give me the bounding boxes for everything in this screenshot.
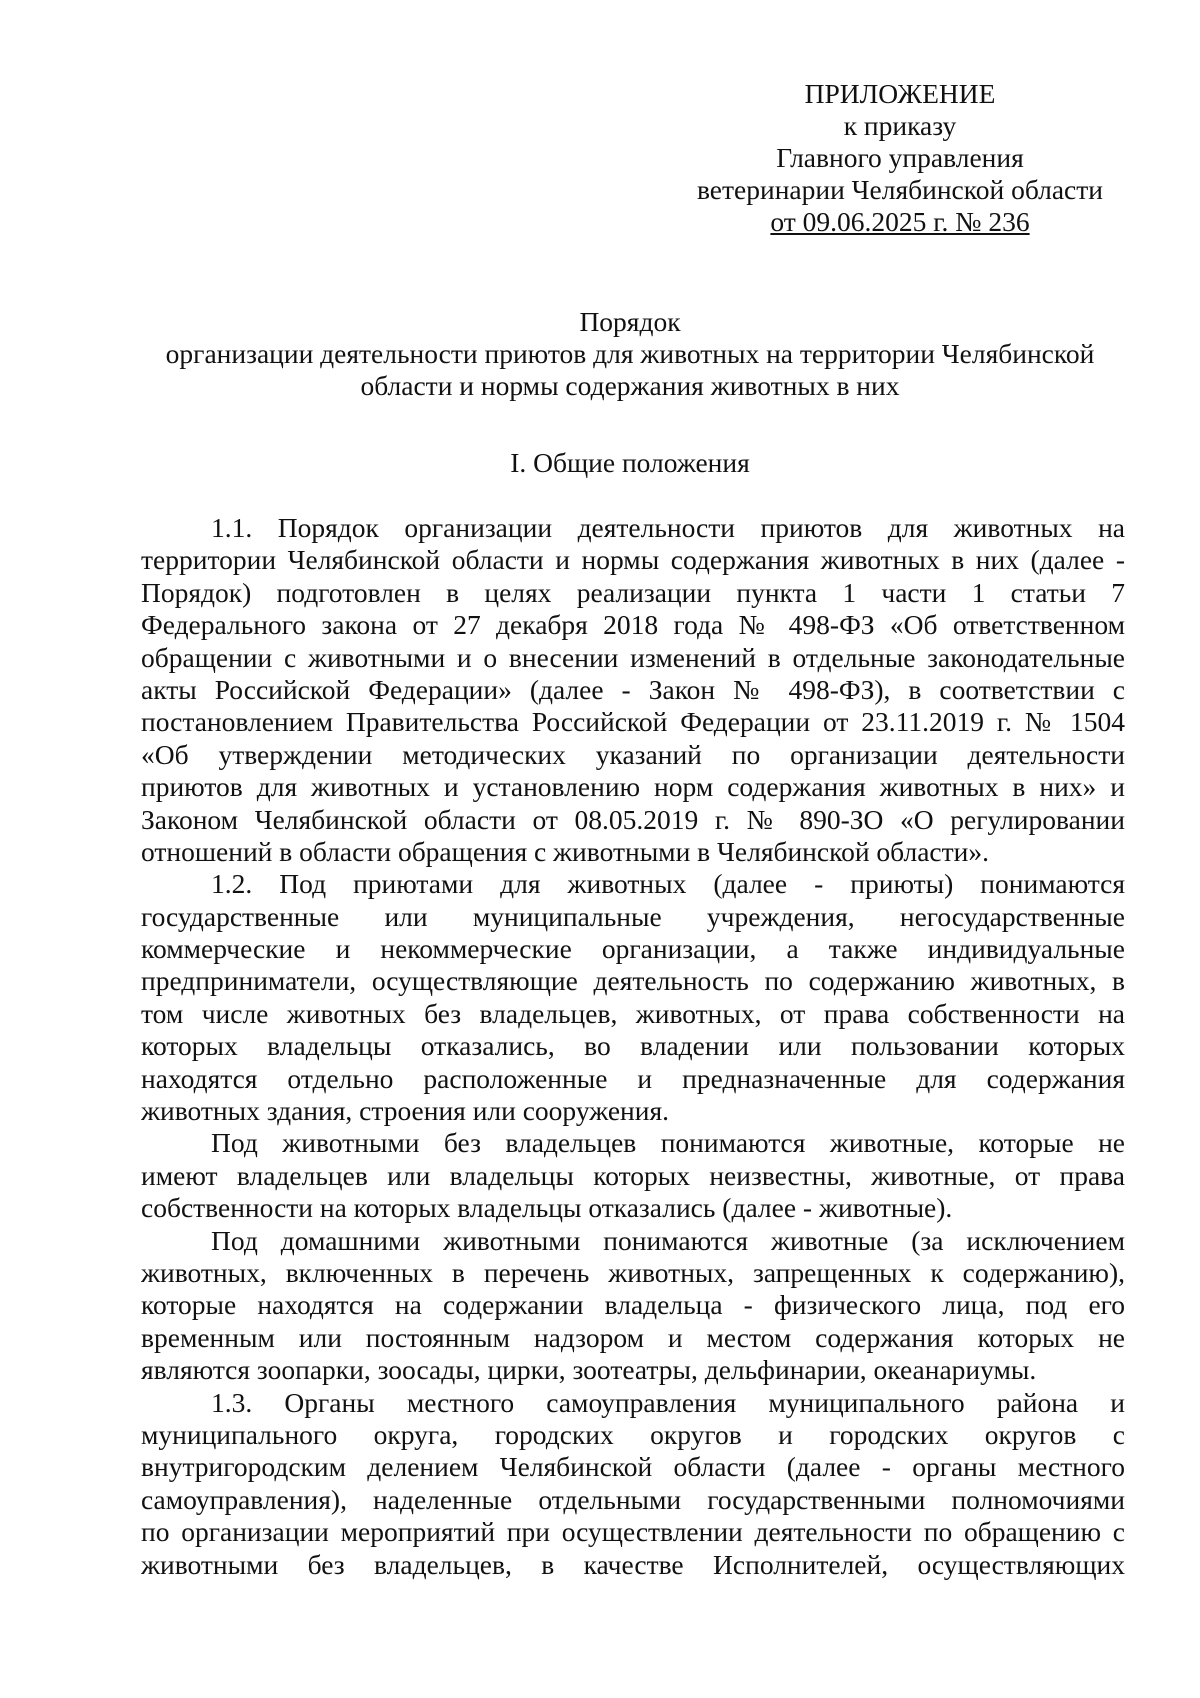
text-line: внутригородским делением Челябинской области (далее - органы местного (141, 1451, 1125, 1483)
text-line: отношений в области обращения с животными в Челябинской области». (141, 835, 989, 867)
paragraph-1-2 (141, 868, 1125, 1127)
text-line: Под животными без владельцев понимаются животные, которые не (211, 1127, 1125, 1159)
appendix-title: ПРИЛОЖЕНИЕ (804, 78, 996, 109)
document-body (141, 512, 1125, 1581)
text-line: 1.2. Под приютами для животных (далее - приюты) понимаются (211, 868, 1125, 900)
text-line: коммерческие и некоммерческие организации, а также индивидуальные (141, 933, 1125, 965)
appendix-line: ветеринарии Челябинской области (696, 174, 1103, 205)
appendix-line: к приказу (843, 110, 957, 141)
title-line: Порядок (579, 306, 681, 337)
text-line: животных здания, строения или сооружения. (141, 1095, 670, 1127)
text-line: которых владельцы отказались, во владении или пользовании которых (141, 1030, 1125, 1062)
text-line: собственности на которых владельцы отказались (далее - животные). (141, 1192, 953, 1224)
paragraph-1-1 (141, 512, 1125, 868)
text-line: муниципального округа, городских округов и городских округов с (141, 1418, 1125, 1450)
text-line: по организации мероприятий при осуществлении деятельности по обращению с (141, 1516, 1125, 1548)
title-line: области и нормы содержания животных в них (360, 370, 900, 401)
text-line: государственные или муниципальные учреждения, негосударственные (141, 900, 1125, 932)
text-line: имеют владельцев или владельцы которых неизвестны, животные, от права (141, 1159, 1125, 1191)
text-line: временным или постоянным надзором и местом содержания которых не (141, 1321, 1125, 1353)
document-title (135, 306, 1125, 402)
text-line: Федерального закона от 27 декабря 2018 года № 498-ФЗ «Об ответственном (141, 609, 1125, 641)
paragraph-animals-without-owners (141, 1127, 1125, 1224)
section-heading: I. Общие положения (510, 447, 750, 478)
text-line: акты Российской Федерации» (далее - Закон № 498-ФЗ), в соответствии с (141, 673, 1125, 705)
text-line: «Об утверждении методических указаний по организации деятельности (141, 738, 1125, 770)
paragraph-domestic-animals (141, 1225, 1125, 1387)
text-line: обращении с животными и о внесении изменений в отдельные законодательные (141, 641, 1125, 673)
text-line: животных, включенных в перечень животных, запрещенных к содержанию), (141, 1256, 1125, 1288)
appendix-header (680, 78, 1120, 238)
text-line: которые находятся на содержании владельца - физического лица, под его (141, 1289, 1125, 1321)
text-line: 1.1. Порядок организации деятельности приютов для животных на (211, 512, 1125, 543)
text-line: Законом Челябинской области от 08.05.2019 г. № 890-ЗО «О регулировании (141, 803, 1125, 835)
text-line: Под домашними животными понимаются животные (за исключением (211, 1224, 1125, 1256)
text-line: предприниматели, осуществляющие деятельность по содержанию животных, в (141, 965, 1125, 997)
text-line: приютов для животных и установлению норм содержания животных в них» и (141, 771, 1125, 803)
paragraph-1-3 (141, 1387, 1125, 1581)
title-line: организации деятельности приютов для животных на территории Челябинской (165, 338, 1095, 369)
text-line: животными без владельцев, в качестве Исполнителей, осуществляющих (141, 1548, 1125, 1580)
text-line: самоуправления), наделенные отдельными государственными полномочиями (141, 1483, 1125, 1515)
text-line: территории Челябинской области и нормы содержания животных в них (далее - (141, 544, 1125, 576)
appendix-line: Главного управления (776, 142, 1024, 173)
text-line: 1.3. Органы местного самоуправления муниципального района и (211, 1386, 1125, 1418)
text-line: том числе животных без владельцев, животных, от права собственности на (141, 997, 1125, 1029)
order-date-number: от 09.06.2025 г. № 236 (770, 206, 1030, 237)
text-line: находятся отдельно расположенные и предназначенные для содержания (141, 1062, 1125, 1094)
text-line: являются зоопарки, зоосады, цирки, зоотеатры, дельфинарии, океанариумы. (141, 1354, 1037, 1386)
text-line: постановлением Правительства Российской Федерации от 23.11.2019 г. № 1504 (141, 706, 1125, 738)
text-line: Порядок) подготовлен в целях реализации пункта 1 части 1 статьи 7 (141, 576, 1125, 608)
